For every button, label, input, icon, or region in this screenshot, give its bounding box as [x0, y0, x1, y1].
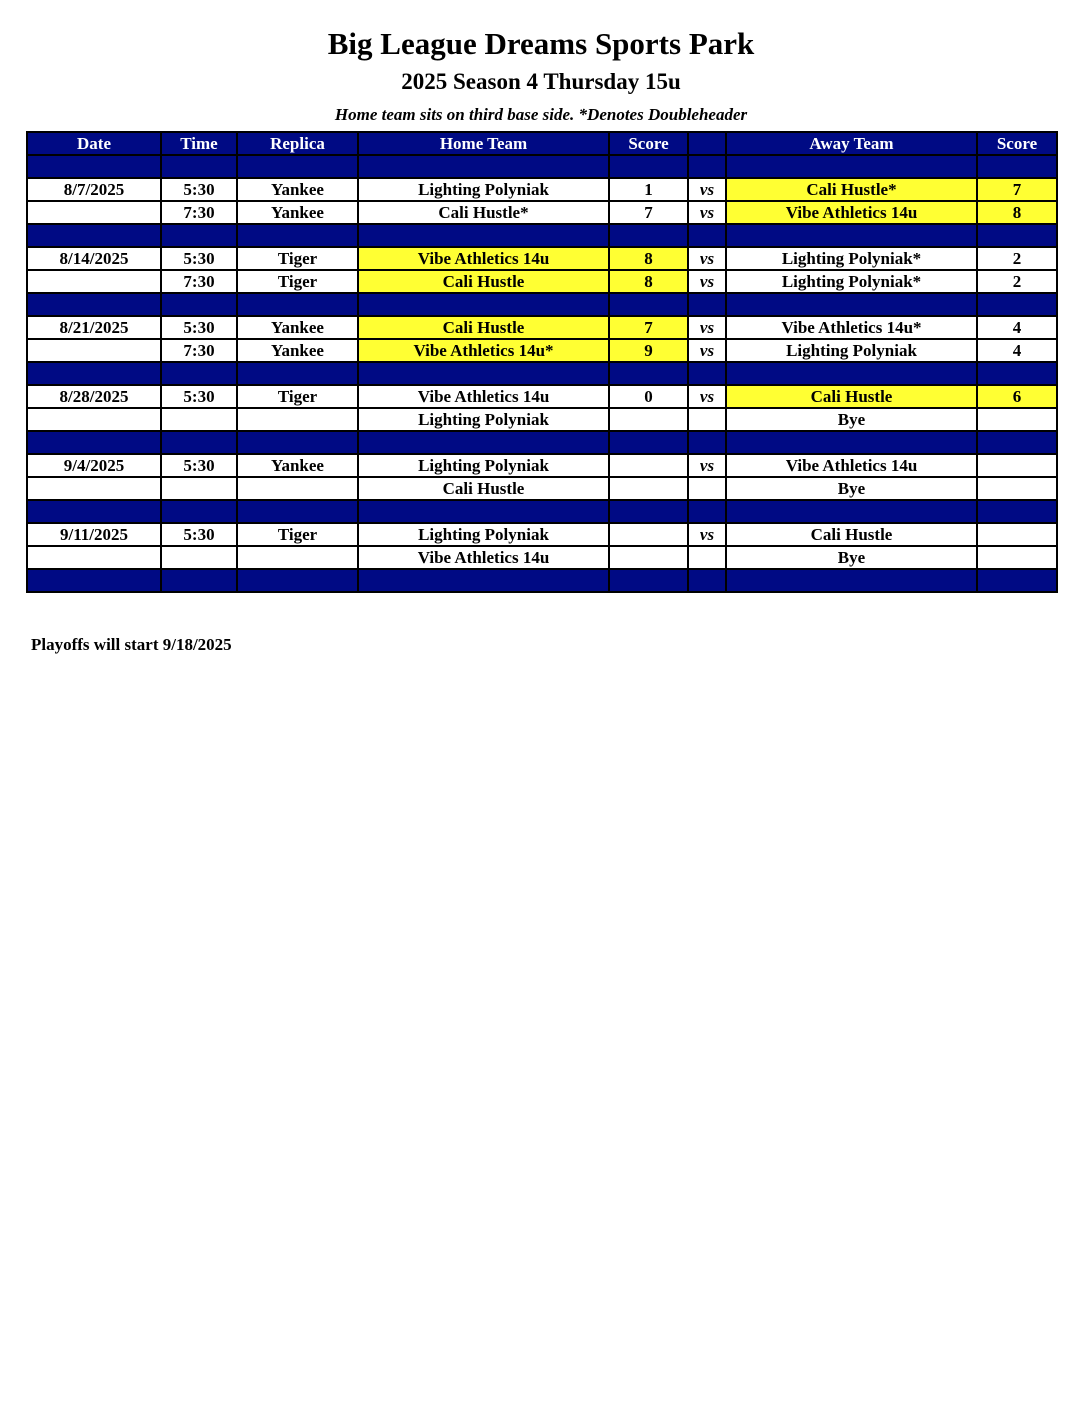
home-team-cell: Lighting Polyniak — [358, 454, 609, 477]
home-score-cell: 1 — [609, 178, 688, 201]
separator-cell — [977, 569, 1057, 592]
separator-cell — [609, 224, 688, 247]
home-score-cell: 0 — [609, 385, 688, 408]
home-team-cell: Vibe Athletics 14u — [358, 385, 609, 408]
game-time-cell: 5:30 — [161, 385, 237, 408]
vs-label-cell — [688, 477, 726, 500]
separator-cell — [237, 362, 358, 385]
game-row — [27, 477, 1057, 500]
separator-cell — [161, 362, 237, 385]
game-time-cell — [161, 546, 237, 569]
separator-cell — [27, 155, 161, 178]
game-date-cell — [27, 339, 161, 362]
home-team-cell: Vibe Athletics 14u* — [358, 339, 609, 362]
separator-cell — [358, 155, 609, 178]
col-home-team-header: Home Team — [358, 132, 609, 155]
separator-cell — [237, 500, 358, 523]
home-score-cell: 7 — [609, 316, 688, 339]
home-score-cell — [609, 454, 688, 477]
separator-cell — [726, 500, 977, 523]
game-row — [27, 546, 1057, 569]
separator-cell — [609, 155, 688, 178]
separator-cell — [977, 155, 1057, 178]
game-row — [27, 247, 1057, 270]
separator-cell — [237, 293, 358, 316]
vs-label-cell: vs — [688, 339, 726, 362]
away-team-cell: Cali Hustle* — [726, 178, 977, 201]
separator-cell — [161, 224, 237, 247]
home-team-cell: Lighting Polyniak — [358, 523, 609, 546]
home-score-cell — [609, 408, 688, 431]
separator-cell — [358, 500, 609, 523]
game-row — [27, 408, 1057, 431]
game-date-cell — [27, 546, 161, 569]
game-date-cell — [27, 477, 161, 500]
game-time-cell: 7:30 — [161, 201, 237, 224]
separator-cell — [237, 155, 358, 178]
separator-cell — [609, 293, 688, 316]
game-date-cell — [27, 408, 161, 431]
replica-field-cell: Yankee — [237, 178, 358, 201]
away-team-cell: Lighting Polyniak* — [726, 270, 977, 293]
separator-cell — [27, 224, 161, 247]
game-time-cell: 7:30 — [161, 270, 237, 293]
vs-label-cell: vs — [688, 270, 726, 293]
home-score-cell: 8 — [609, 270, 688, 293]
separator-cell — [27, 431, 161, 454]
game-row — [27, 316, 1057, 339]
game-time-cell: 5:30 — [161, 523, 237, 546]
replica-field-cell — [237, 546, 358, 569]
away-team-cell: Bye — [726, 477, 977, 500]
away-team-cell: Cali Hustle — [726, 523, 977, 546]
col-vs-header — [688, 132, 726, 155]
separator-cell — [609, 431, 688, 454]
separator-cell — [977, 224, 1057, 247]
away-score-cell — [977, 454, 1057, 477]
vs-label-cell: vs — [688, 454, 726, 477]
col-time-header: Time — [161, 132, 237, 155]
away-score-cell: 4 — [977, 316, 1057, 339]
home-team-cell: Vibe Athletics 14u — [358, 247, 609, 270]
separator-row — [27, 155, 1057, 178]
game-date-cell: 9/4/2025 — [27, 454, 161, 477]
away-team-cell: Cali Hustle — [726, 385, 977, 408]
separator-cell — [358, 431, 609, 454]
separator-cell — [688, 224, 726, 247]
game-date-cell: 9/11/2025 — [27, 523, 161, 546]
away-score-cell — [977, 408, 1057, 431]
separator-cell — [358, 362, 609, 385]
separator-cell — [161, 431, 237, 454]
replica-field-cell: Tiger — [237, 523, 358, 546]
separator-cell — [688, 569, 726, 592]
game-row — [27, 178, 1057, 201]
schedule-body — [27, 155, 1057, 592]
replica-field-cell: Tiger — [237, 270, 358, 293]
separator-cell — [688, 500, 726, 523]
separator-cell — [726, 431, 977, 454]
separator-cell — [726, 569, 977, 592]
col-replica-header: Replica — [237, 132, 358, 155]
page-title: Big League Dreams Sports Park — [327, 26, 755, 61]
game-date-cell — [27, 201, 161, 224]
home-team-cell: Lighting Polyniak — [358, 178, 609, 201]
separator-cell — [161, 293, 237, 316]
replica-field-cell: Yankee — [237, 454, 358, 477]
home-score-cell: 7 — [609, 201, 688, 224]
separator-cell — [977, 431, 1057, 454]
separator-cell — [237, 224, 358, 247]
away-score-cell: 7 — [977, 178, 1057, 201]
away-score-cell: 4 — [977, 339, 1057, 362]
away-score-cell: 2 — [977, 270, 1057, 293]
playoffs-note: Playoffs will start 9/18/2025 — [31, 635, 232, 654]
vs-label-cell: vs — [688, 316, 726, 339]
vs-label-cell: vs — [688, 385, 726, 408]
separator-cell — [358, 224, 609, 247]
vs-label-cell: vs — [688, 178, 726, 201]
separator-cell — [688, 293, 726, 316]
away-score-cell — [977, 523, 1057, 546]
separator-cell — [27, 500, 161, 523]
separator-cell — [726, 155, 977, 178]
away-team-cell: Vibe Athletics 14u — [726, 201, 977, 224]
home-score-cell — [609, 546, 688, 569]
col-home-score-header: Score — [609, 132, 688, 155]
game-time-cell: 5:30 — [161, 454, 237, 477]
away-score-cell — [977, 546, 1057, 569]
game-date-cell: 8/28/2025 — [27, 385, 161, 408]
game-time-cell: 5:30 — [161, 316, 237, 339]
away-score-cell: 6 — [977, 385, 1057, 408]
replica-field-cell: Tiger — [237, 247, 358, 270]
home-team-cell: Lighting Polyniak — [358, 408, 609, 431]
game-time-cell — [161, 477, 237, 500]
header-row — [27, 132, 1057, 155]
home-team-cell: Cali Hustle — [358, 477, 609, 500]
col-date-header: Date — [27, 132, 161, 155]
away-team-cell: Vibe Athletics 14u* — [726, 316, 977, 339]
separator-cell — [688, 155, 726, 178]
separator-cell — [161, 569, 237, 592]
vs-label-cell: vs — [688, 523, 726, 546]
separator-row — [27, 569, 1057, 592]
game-row — [27, 454, 1057, 477]
game-row — [27, 270, 1057, 293]
home-score-cell — [609, 523, 688, 546]
game-time-cell — [161, 408, 237, 431]
replica-field-cell: Tiger — [237, 385, 358, 408]
separator-row — [27, 500, 1057, 523]
separator-cell — [358, 569, 609, 592]
separator-cell — [161, 500, 237, 523]
home-score-cell: 8 — [609, 247, 688, 270]
home-score-cell — [609, 477, 688, 500]
separator-row — [27, 362, 1057, 385]
separator-cell — [27, 569, 161, 592]
away-team-cell: Bye — [726, 546, 977, 569]
home-team-cell: Vibe Athletics 14u — [358, 546, 609, 569]
separator-cell — [161, 155, 237, 178]
separator-row — [27, 431, 1057, 454]
separator-cell — [358, 293, 609, 316]
away-score-cell: 8 — [977, 201, 1057, 224]
home-score-cell: 9 — [609, 339, 688, 362]
replica-field-cell: Yankee — [237, 316, 358, 339]
away-team-cell: Bye — [726, 408, 977, 431]
replica-field-cell: Yankee — [237, 201, 358, 224]
away-score-cell: 2 — [977, 247, 1057, 270]
separator-cell — [237, 431, 358, 454]
game-row — [27, 385, 1057, 408]
separator-cell — [609, 569, 688, 592]
game-time-cell: 5:30 — [161, 247, 237, 270]
separator-cell — [27, 362, 161, 385]
separator-cell — [726, 293, 977, 316]
separator-cell — [977, 293, 1057, 316]
separator-cell — [977, 500, 1057, 523]
game-time-cell: 7:30 — [161, 339, 237, 362]
separator-cell — [609, 500, 688, 523]
separator-cell — [726, 362, 977, 385]
separator-cell — [609, 362, 688, 385]
vs-label-cell: vs — [688, 247, 726, 270]
col-away-score-header: Score — [977, 132, 1057, 155]
game-date-cell: 8/7/2025 — [27, 178, 161, 201]
separator-cell — [977, 362, 1057, 385]
separator-cell — [688, 431, 726, 454]
separator-row — [27, 293, 1057, 316]
separator-row — [27, 224, 1057, 247]
away-team-cell: Lighting Polyniak — [726, 339, 977, 362]
separator-cell — [688, 362, 726, 385]
away-team-cell: Vibe Athletics 14u — [726, 454, 977, 477]
game-date-cell — [27, 270, 161, 293]
season-subtitle: 2025 Season 4 Thursday 15u — [401, 69, 681, 94]
replica-field-cell: Yankee — [237, 339, 358, 362]
game-date-cell: 8/21/2025 — [27, 316, 161, 339]
separator-cell — [237, 569, 358, 592]
game-row — [27, 523, 1057, 546]
schedule-note: Home team sits on third base side. *Denotes Doubleheader — [334, 105, 748, 124]
game-row — [27, 201, 1057, 224]
vs-label-cell — [688, 408, 726, 431]
separator-cell — [27, 293, 161, 316]
separator-cell — [726, 224, 977, 247]
game-time-cell: 5:30 — [161, 178, 237, 201]
home-team-cell: Cali Hustle — [358, 316, 609, 339]
away-team-cell: Lighting Polyniak* — [726, 247, 977, 270]
schedule-table — [26, 131, 1058, 593]
replica-field-cell — [237, 477, 358, 500]
game-date-cell: 8/14/2025 — [27, 247, 161, 270]
home-team-cell: Cali Hustle — [358, 270, 609, 293]
col-away-team-header: Away Team — [726, 132, 977, 155]
home-team-cell: Cali Hustle* — [358, 201, 609, 224]
vs-label-cell: vs — [688, 201, 726, 224]
vs-label-cell — [688, 546, 726, 569]
replica-field-cell — [237, 408, 358, 431]
away-score-cell — [977, 477, 1057, 500]
game-row — [27, 339, 1057, 362]
